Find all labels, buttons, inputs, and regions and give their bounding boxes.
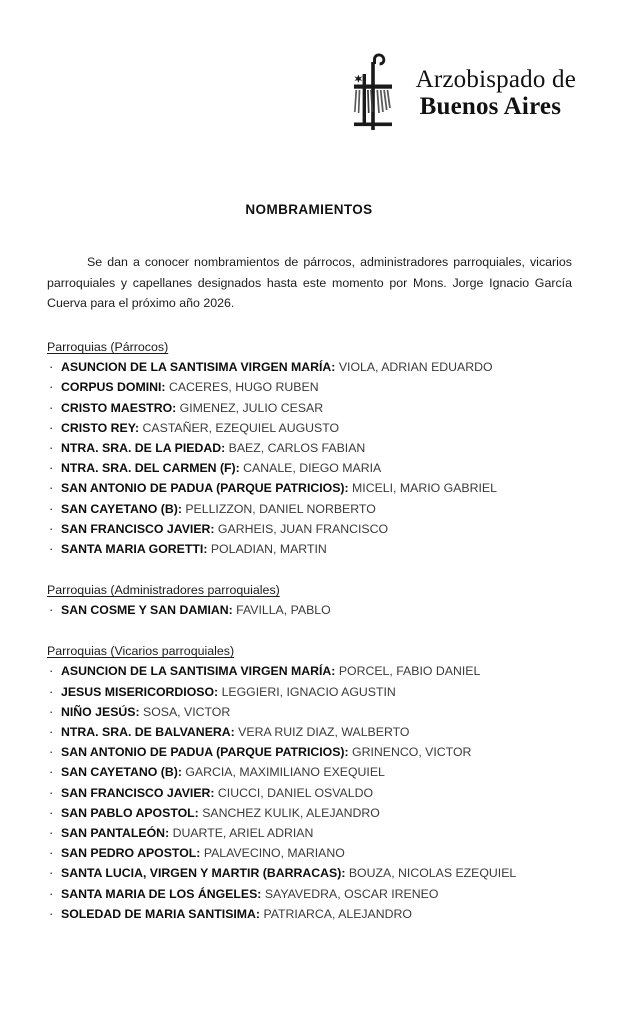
list-item: [47, 539, 572, 559]
priest-name: CANALE, DIEGO MARIA: [243, 461, 382, 476]
parish-name: SAN PANTALEÓN:: [61, 825, 170, 840]
parish-name: SAN ANTONIO DE PADUA (PARQUE PATRICIOS):: [61, 745, 349, 760]
list-item: [47, 357, 572, 377]
bullet-icon: ·: [49, 784, 54, 800]
priest-name: VIOLA, ADRIAN EDUARDO: [338, 360, 493, 375]
priest-name: PALAVECINO, MARIANO: [203, 846, 345, 861]
list-item: [47, 722, 572, 742]
list-item: [47, 661, 572, 681]
appointment-entry: [61, 864, 572, 883]
parish-name: SAN COSME Y SAN DAMIAN:: [61, 603, 233, 618]
appointment-entry: [61, 479, 572, 498]
parish-name: JESUS MISERICORDIOSO:: [61, 684, 219, 699]
bullet-icon: ·: [49, 540, 54, 556]
appointment-section: [47, 644, 572, 924]
parish-name: SAN FRANCISCO JAVIER:: [61, 521, 215, 536]
appointment-entry: [61, 520, 572, 539]
parish-name: CRISTO MAESTRO:: [61, 400, 177, 415]
priest-name: CASTAÑER, EZEQUIEL AUGUSTO: [142, 420, 340, 435]
list-item: [47, 783, 572, 803]
parish-name: CORPUS DOMINI:: [61, 380, 166, 395]
appointment-entry: [61, 784, 572, 803]
bullet-icon: ·: [49, 419, 54, 435]
parish-name: SAN CAYETANO (B):: [61, 501, 182, 516]
bullet-icon: ·: [49, 824, 54, 840]
document-body: [47, 252, 572, 924]
parish-name: SANTA MARIA GORETTI:: [61, 541, 208, 556]
page-title: NOMBRAMIENTOS: [245, 202, 373, 217]
list-item: [47, 762, 572, 782]
parish-name: SAN PABLO APOSTOL:: [61, 805, 199, 820]
appointment-entry: [61, 723, 572, 742]
appointment-entry: [61, 804, 572, 823]
bullet-icon: ·: [49, 439, 54, 455]
bullet-icon: ·: [49, 744, 54, 760]
list-item: [47, 519, 572, 539]
appointment-entry: [61, 763, 572, 782]
appointment-entry: [61, 358, 572, 377]
parish-name: SAN PEDRO APOSTOL:: [61, 846, 201, 861]
priest-name: MICELI, MARIO GABRIEL: [352, 481, 497, 496]
bullet-icon: ·: [49, 845, 54, 861]
bullet-icon: ·: [49, 500, 54, 516]
appointment-sections: [47, 340, 572, 924]
list-item: [47, 418, 572, 438]
bullet-icon: ·: [49, 379, 54, 395]
priest-name: CACERES, HUGO RUBEN: [168, 380, 319, 395]
list-item: [47, 823, 572, 843]
priest-name: GARCIA, MAXIMILIANO EXEQUIEL: [185, 765, 385, 780]
priest-name: VERA RUIZ DIAZ, WALBERTO: [238, 724, 410, 739]
priest-name: SOSA, VICTOR: [143, 704, 231, 719]
parish-name: SANTA MARIA DE LOS ÁNGELES:: [61, 886, 262, 901]
priest-name: SAYAVEDRA, OSCAR IRENEO: [264, 886, 439, 901]
list-item: [47, 499, 572, 519]
bullet-icon: ·: [49, 865, 54, 881]
priest-name: PELLIZZON, DANIEL NORBERTO: [185, 501, 376, 516]
bullet-icon: ·: [49, 399, 54, 415]
appointment-section: [47, 340, 572, 559]
bullet-icon: ·: [49, 683, 54, 699]
priest-name: LEGGIERI, IGNACIO AGUSTIN: [221, 684, 396, 699]
archdiocese-logo: [342, 52, 576, 134]
appointment-entry: [61, 743, 572, 762]
priest-name: PATRIARCA, ALEJANDRO: [263, 906, 412, 921]
bullet-icon: ·: [49, 663, 54, 679]
parish-name: SAN ANTONIO DE PADUA (PARQUE PATRICIOS):: [61, 481, 349, 496]
priest-name: CIUCCI, DANIEL OSVALDO: [217, 785, 374, 800]
priest-name: POLADIAN, MARTIN: [210, 541, 327, 556]
appointment-list: [47, 600, 572, 620]
list-item: [47, 377, 572, 397]
appointment-entry: [61, 885, 572, 904]
appointment-entry: [61, 500, 572, 519]
parish-name: CRISTO REY:: [61, 420, 140, 435]
bullet-icon: ·: [49, 804, 54, 820]
appointment-entry: [61, 439, 572, 458]
parish-name: NIÑO JESÚS:: [61, 704, 140, 719]
appointment-entry: [61, 844, 572, 863]
priest-name: GIMENEZ, JULIO CESAR: [179, 400, 324, 415]
list-item: [47, 742, 572, 762]
appointment-entry: [61, 703, 572, 722]
appointment-entry: [61, 419, 572, 438]
priest-name: GARHEIS, JUAN FRANCISCO: [217, 521, 389, 536]
parish-name: SOLEDAD DE MARIA SANTISIMA:: [61, 906, 261, 921]
appointment-entry: [61, 601, 572, 620]
appointment-list: [47, 661, 572, 924]
appointment-section: [47, 583, 572, 620]
section-heading: Parroquias (Párrocos): [47, 340, 169, 355]
section-heading: Parroquias (Administradores parroquiales): [47, 583, 280, 598]
bullet-icon: ·: [49, 885, 54, 901]
list-item: [47, 398, 572, 418]
appointment-list: [47, 357, 572, 559]
intro-paragraph: Se dan a conocer nombramientos de párrocos, administradores parroquiales, vicarios parroquiales y capellanes designados hasta este momento por Mons. Jorge Ignacio García Cuerva para el próximo año 2026.: [47, 255, 572, 311]
priest-name: DUARTE, ARIEL ADRIAN: [172, 825, 314, 840]
logo-line-2: Buenos Aires: [419, 93, 562, 120]
list-item: [47, 702, 572, 722]
priest-name: PORCEL, FABIO DANIEL: [338, 664, 481, 679]
appointment-entry: [61, 824, 572, 843]
bullet-icon: ·: [49, 764, 54, 780]
parish-name: ASUNCION DE LA SANTISIMA VIRGEN MARÍA:: [61, 664, 336, 679]
list-item: [47, 438, 572, 458]
parish-name: ASUNCION DE LA SANTISIMA VIRGEN MARÍA:: [61, 360, 336, 375]
priest-name: GRINENCO, VICTOR: [352, 745, 472, 760]
appointment-entry: [61, 683, 572, 702]
bullet-icon: ·: [49, 703, 54, 719]
bullet-icon: ·: [49, 480, 54, 496]
list-item: [47, 884, 572, 904]
list-item: [47, 478, 572, 498]
priest-name: BOUZA, NICOLAS EZEQUIEL: [348, 866, 517, 881]
bullet-icon: ·: [49, 602, 54, 618]
logo-line-1: Arzobispado de: [415, 66, 576, 93]
appointment-entry: [61, 399, 572, 418]
appointment-entry: [61, 905, 572, 924]
bullet-icon: ·: [49, 520, 54, 536]
bullet-icon: ·: [49, 359, 54, 375]
priest-name: BAEZ, CARLOS FABIAN: [228, 440, 366, 455]
parish-name: SAN CAYETANO (B):: [61, 765, 182, 780]
appointment-entry: [61, 378, 572, 397]
list-item: [47, 843, 572, 863]
list-item: [47, 600, 572, 620]
priest-name: FAVILLA, PABLO: [236, 603, 331, 618]
appointment-entry: [61, 540, 572, 559]
list-item: [47, 904, 572, 924]
list-item: [47, 682, 572, 702]
section-heading: Parroquias (Vicarios parroquiales): [47, 644, 235, 659]
logo-wordmark: [416, 66, 576, 120]
appointment-entry: [61, 459, 572, 478]
bullet-icon: ·: [49, 905, 54, 921]
list-item: [47, 803, 572, 823]
parish-name: NTRA. SRA. DEL CARMEN (F):: [61, 461, 240, 476]
bullet-icon: ·: [49, 460, 54, 476]
parish-name: NTRA. SRA. DE BALVANERA:: [61, 724, 235, 739]
crosier-cross-icon: [342, 52, 404, 134]
parish-name: SANTA LUCIA, VIRGEN Y MARTIR (BARRACAS):: [61, 866, 346, 881]
list-item: [47, 863, 572, 883]
parish-name: SAN FRANCISCO JAVIER:: [61, 785, 215, 800]
priest-name: SANCHEZ KULIK, ALEJANDRO: [202, 805, 380, 820]
parish-name: NTRA. SRA. DE LA PIEDAD:: [61, 440, 226, 455]
list-item: [47, 458, 572, 478]
bullet-icon: ·: [49, 723, 54, 739]
document-header: [0, 52, 618, 134]
appointment-entry: [61, 662, 572, 681]
